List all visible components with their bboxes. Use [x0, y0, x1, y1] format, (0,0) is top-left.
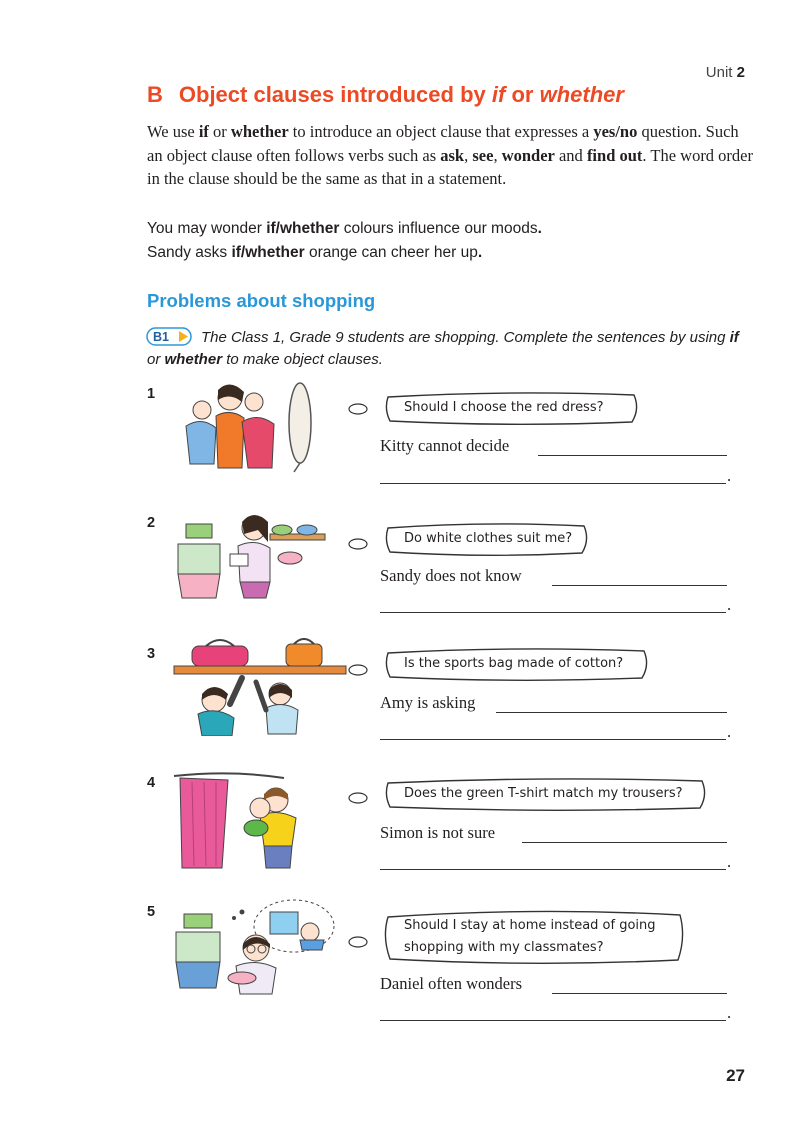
- section-letter: B: [147, 82, 163, 107]
- intro-bold: if: [198, 122, 209, 141]
- unit-number: 2: [736, 64, 745, 81]
- bubble-text: Do white clothes suit me?: [404, 531, 573, 546]
- example-text: orange can cheer her up: [304, 244, 478, 261]
- bubble-text: Is the sports bag made of cotton?: [404, 656, 624, 671]
- instruction-bold: if: [729, 329, 739, 346]
- bubble-text: Should I choose the red dress?: [404, 400, 604, 415]
- intro-text: ,: [464, 145, 473, 165]
- answer-line[interactable]: [552, 585, 727, 586]
- item-number: 4: [147, 775, 156, 791]
- bubble-shape: [380, 907, 688, 967]
- item-number: 2: [147, 515, 156, 531]
- amy-sportsbag-illustration: [172, 638, 347, 736]
- sandy-cashier-illustration: [172, 510, 327, 602]
- thought-connector: [347, 791, 369, 810]
- speech-bubble: [380, 520, 592, 560]
- daniel-thinking-illustration: [172, 898, 337, 996]
- sentence-prompt: Amy is asking: [380, 693, 476, 712]
- answer-line[interactable]: [538, 455, 727, 456]
- sentence-prompt: Daniel often wonders: [380, 974, 523, 993]
- thought-connector: [347, 537, 369, 556]
- sentence-period: .: [727, 1003, 732, 1022]
- intro-text: or: [208, 122, 231, 141]
- answer-line[interactable]: [552, 993, 727, 994]
- thought-cloud-icon: [347, 935, 369, 949]
- thought-connector: [347, 402, 369, 421]
- intro-paragraph: [147, 120, 757, 191]
- item-number: 3: [147, 646, 156, 662]
- page-number: 27: [726, 1066, 745, 1085]
- example-text: colours influence our moods: [339, 220, 538, 237]
- sentence-period: .: [727, 466, 732, 485]
- example-bold: if/whether: [231, 244, 305, 261]
- sentence-prompt: Simon is not sure: [380, 823, 496, 842]
- sentence-period: .: [727, 852, 732, 871]
- speech-bubble: [380, 645, 652, 685]
- section-title: [147, 82, 624, 108]
- sentence-period: .: [727, 722, 732, 741]
- answer-line[interactable]: [380, 483, 726, 484]
- thought-cloud-icon: [347, 537, 369, 551]
- intro-bold: see: [472, 145, 494, 165]
- intro-text: to introduce an object clause that expresses a: [288, 122, 594, 141]
- thought-connector: [347, 935, 369, 954]
- bubble-text: Does the green T-shirt match my trousers?: [404, 786, 683, 801]
- answer-line[interactable]: [522, 842, 727, 843]
- example-period: .: [537, 220, 542, 237]
- example-bold: if/whether: [266, 220, 340, 237]
- item-number: 5: [147, 904, 156, 920]
- section-title-whether: whether: [539, 82, 624, 107]
- instruction-text: or: [147, 351, 165, 368]
- intro-bold: whether: [230, 122, 289, 141]
- intro-bold: yes/no: [593, 122, 638, 141]
- example-sentence: [147, 220, 542, 238]
- intro-bold: find out: [586, 145, 643, 165]
- instruction-text: to make object clauses.: [222, 351, 383, 368]
- thought-cloud-icon: [347, 663, 369, 677]
- speech-bubble: [380, 907, 688, 967]
- answer-line[interactable]: [380, 869, 726, 870]
- intro-bold: ask: [440, 145, 465, 165]
- speech-bubble: [380, 389, 642, 429]
- unit-label-text: Unit: [705, 64, 733, 81]
- thought-connector: [347, 663, 369, 682]
- answer-line[interactable]: [380, 739, 726, 740]
- example-text: Sandy asks: [147, 244, 232, 261]
- sentence-prompt: Sandy does not know: [380, 566, 522, 585]
- intro-text: question. Such an object clause often follows verbs such as: [147, 122, 739, 165]
- item-number: 1: [147, 386, 156, 402]
- answer-line[interactable]: [380, 1020, 726, 1021]
- exercise-instruction: [147, 327, 747, 371]
- section-title-text: Object clauses introduced by: [178, 82, 486, 107]
- unit-label: [706, 64, 745, 81]
- section-title-if: if: [491, 82, 506, 107]
- intro-text: We use: [147, 122, 199, 141]
- instruction-bold: whether: [164, 351, 223, 368]
- simon-fittingroom-illustration: [172, 770, 312, 870]
- thought-cloud-icon: [347, 791, 369, 805]
- intro-text: . The word order in the clause should be the same as that in a statement.: [147, 145, 753, 188]
- intro-bold: wonder: [501, 145, 555, 165]
- sentence-prompt: Kitty cannot decide: [380, 436, 510, 455]
- speech-bubble: [380, 775, 710, 815]
- example-text: You may wonder: [147, 220, 267, 237]
- section-title-or: or: [511, 82, 534, 107]
- bubble-text: shopping with my classmates?: [404, 940, 604, 955]
- subsection-title: Problems about shopping: [147, 290, 376, 311]
- kitty-dress-illustration: [172, 378, 317, 473]
- answer-line[interactable]: [496, 712, 727, 713]
- thought-cloud-icon: [347, 402, 369, 416]
- instruction-text: The Class 1, Grade 9 students are shopping. Complete the sentences by using: [201, 329, 730, 346]
- intro-text: and: [554, 145, 587, 165]
- example-sentence: [147, 244, 482, 262]
- intro-text: ,: [493, 145, 502, 165]
- example-period: .: [477, 244, 483, 261]
- badge-label: B1: [153, 330, 169, 344]
- bubble-text: Should I stay at home instead of going: [404, 918, 656, 933]
- sentence-period: .: [727, 595, 732, 614]
- answer-line[interactable]: [380, 612, 726, 613]
